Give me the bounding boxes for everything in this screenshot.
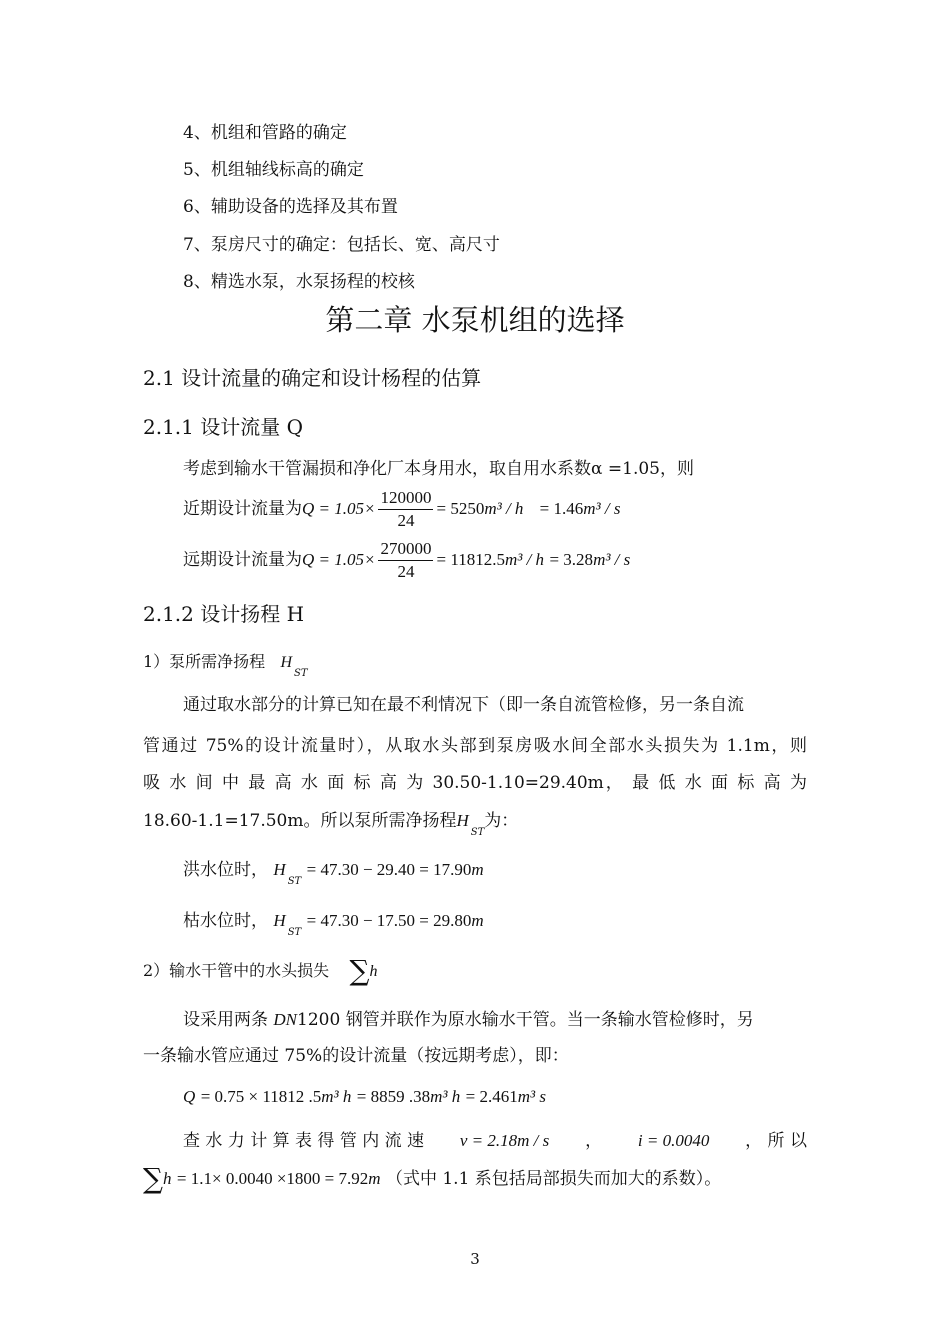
list-item: 4、机组和管路的确定 (183, 123, 347, 143)
fraction-numerator: 270000 (378, 538, 433, 561)
page-number: 3 (470, 1250, 480, 1268)
equation-expression: = 1.1× 0.0040 ×1800 = 7.92 (176, 1169, 369, 1188)
paragraph-text: 查 水 力 计 算 表 得 管 内 流 速 (183, 1131, 425, 1151)
equation-expression: = 8859 .38 (356, 1087, 431, 1106)
equation-flood-level (183, 859, 484, 887)
symbol-h: H (280, 654, 293, 671)
list-item: 8、精选水泵，水泵扬程的校核 (183, 272, 415, 292)
list-item: 5、机组轴线标高的确定 (183, 160, 364, 180)
separator: ， (585, 1131, 603, 1151)
item-label: 1）泵所需净扬程 (143, 652, 266, 671)
paragraph-line-velocity (183, 1130, 807, 1152)
equation-unit: m (471, 860, 484, 879)
item-head-loss (143, 954, 378, 987)
equation-unit: m³ / s (583, 499, 621, 518)
equation-head-loss (143, 1162, 722, 1195)
paragraph-text: ， 所 以 (745, 1131, 807, 1151)
paragraph-line: 吸 水 间 中 最 高 水 面 标 高 为 30.50-1.10=29.40m， 最 低 水 面 标 高 为 (143, 773, 807, 793)
symbol-subscript: ST (287, 876, 302, 887)
equation-unit: m (471, 911, 484, 930)
equation-unit: m³ s (517, 1087, 546, 1106)
paragraph-line: 一条输水管应通过 75%的设计流量（按远期考虑），即： (143, 1046, 569, 1066)
chapter-title: 第二章 水泵机组的选择 (325, 303, 625, 337)
section-heading-2-1-1: 2.1.1 设计流量 Q (143, 415, 303, 439)
list-item: 7、泵房尺寸的确定：包括长、宽、高尺寸 (183, 235, 500, 255)
equation-unit: m³ h (430, 1087, 461, 1106)
symbol-subscript: ST (470, 827, 485, 838)
equation-unit: m (368, 1169, 381, 1188)
equation-near-term-flow (183, 487, 620, 532)
sigma-icon: ∑ (143, 1162, 163, 1195)
section-heading-2-1: 2.1 设计流量的确定和设计杨程的估算 (143, 366, 482, 390)
equation-rhs: = 5250 (436, 499, 485, 518)
symbol-subscript: ST (294, 668, 308, 679)
symbol-dn: DN (273, 1010, 298, 1029)
velocity-unit: m / s (517, 1131, 550, 1150)
paragraph-text: 为： (484, 811, 519, 831)
paragraph-line (183, 1009, 754, 1031)
symbol-h: h (163, 1169, 172, 1188)
symbol-q: Q (183, 1087, 196, 1106)
symbol-h: H (456, 811, 469, 830)
equation-rhs: = 1.46 (539, 499, 584, 518)
equation-unit: m³ / s (593, 550, 631, 569)
sigma-icon: ∑ (349, 954, 370, 987)
slope-value: i = 0.0040 (637, 1131, 710, 1150)
velocity-expression (460, 1130, 549, 1152)
fraction-denominator: 24 (397, 511, 415, 530)
equation-expression: = 47.30 − 17.50 = 29.80 (306, 911, 472, 930)
paragraph-text: 1200 钢管并联作为原水输水干管。当一条输水管检修时，另 (297, 1010, 754, 1030)
fraction (378, 538, 433, 583)
paragraph-line (143, 810, 519, 838)
fraction-numerator: 120000 (378, 487, 433, 510)
equation-unit: m³ / h (484, 499, 524, 518)
equation-unit: m³ h (321, 1087, 352, 1106)
section-heading-2-1-2: 2.1.2 设计扬程 H (143, 602, 305, 626)
symbol-h: H (273, 860, 286, 879)
equation-expression: = 0.75 × 11812 .5 (200, 1087, 322, 1106)
equation-label: 远期设计流量为 (183, 550, 302, 570)
equation-expression: = 47.30 − 29.40 = 17.90 (306, 860, 472, 879)
item-label: 2）输水干管中的水头损失 (143, 961, 330, 980)
equation-label: 枯水位时， (183, 911, 268, 931)
equation-label: 洪水位时， (183, 860, 268, 880)
equation-lhs: Q = 1.05× (302, 499, 376, 518)
equation-long-term-flow (183, 538, 630, 583)
fraction-denominator: 24 (397, 562, 415, 581)
paragraph-line: 管通过 75%的设计流量时），从取水头部到泵房吸水间全部水头损失为 1.1m，则 (143, 736, 807, 756)
item-net-head (143, 651, 308, 679)
equation-rhs: = 3.28 (549, 550, 594, 569)
equation-note: （式中 1.1 系包括局部损失而加大的系数）。 (385, 1169, 722, 1189)
equation-rhs: = 11812.5 (436, 550, 505, 569)
equation-expression: = 2.461 (465, 1087, 518, 1106)
symbol-h: h (369, 963, 378, 980)
equation-label: 近期设计流量为 (183, 499, 302, 519)
equation-unit: m³ / h (504, 550, 545, 569)
symbol-subscript: ST (287, 927, 302, 938)
equation-dry-level (183, 910, 484, 938)
fraction (378, 487, 433, 532)
alpha-paragraph: 考虑到输水干管漏损和净化厂本身用水，取自用水系数α =1.05，则 (183, 459, 694, 479)
paragraph-text: 18.60-1.1=17.50m。所以泵所需净扬程 (143, 811, 457, 831)
paragraph-text: 设采用两条 (183, 1010, 274, 1030)
equation-lhs: Q = 1.05× (302, 550, 376, 569)
list-item: 6、辅助设备的选择及其布置 (183, 197, 398, 217)
symbol-h: H (273, 911, 286, 930)
equation-flow-75 (183, 1086, 546, 1108)
velocity-value: v = 2.18 (459, 1131, 518, 1150)
paragraph-line: 通过取水部分的计算已知在最不利情况下（即一条自流管检修，另一条自流 (183, 695, 744, 715)
